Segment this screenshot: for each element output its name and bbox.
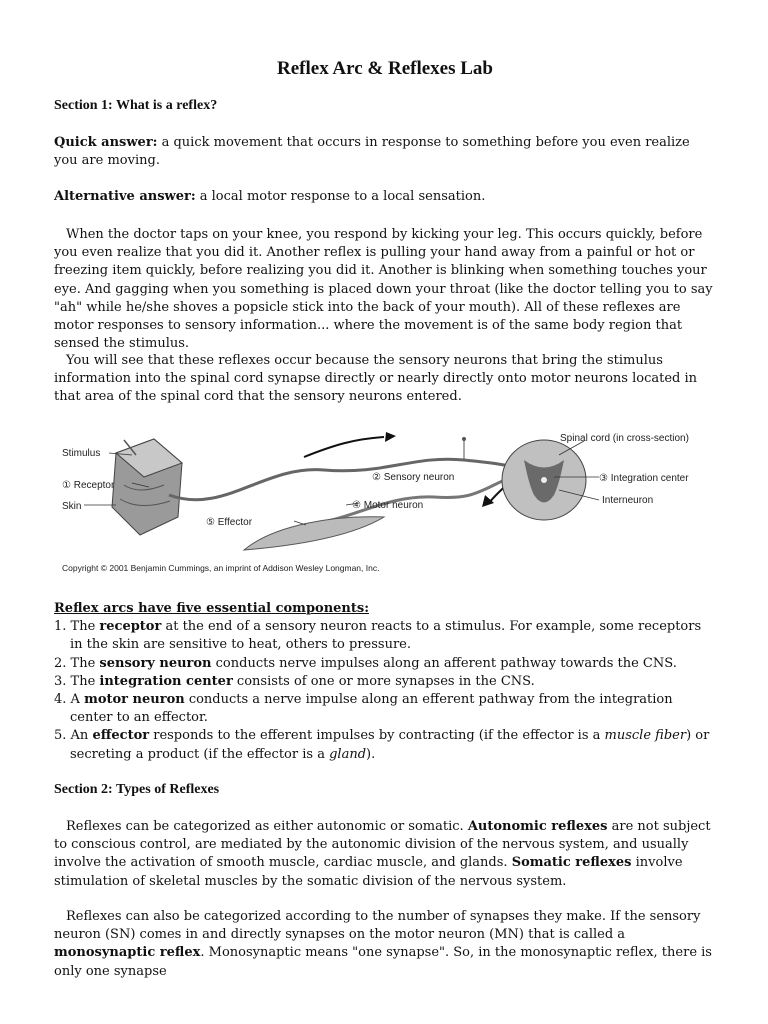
section1-heading: Section 1: What is a reflex? <box>54 98 218 113</box>
list-item: 5. An effector responds to the efferent impulses by contracting (if the effector is a muscle fiber) or secreting a product (if the effector is a gland). <box>54 728 710 762</box>
components-list <box>54 600 716 764</box>
list-item: 2. The sensory neuron conducts nerve impulses along an afferent pathway towards the CNS. <box>54 655 677 671</box>
label-motor-neuron: ④ Motor neuron <box>352 500 424 511</box>
reflex-arc-figure <box>54 425 716 580</box>
label-effector: ⑤ Effector <box>206 517 253 528</box>
alternative-answer <box>54 188 716 206</box>
section1-paragraph-2: You will see that these reflexes occur because the sensory neurons that bring the stimulus information into the spinal cord synapse directly or nearly directly onto motor neurons located in that area of the spinal cord that the sensory neurons entered. <box>54 353 698 405</box>
list-item: 3. The integration center consists of one or more synapses in the CNS. <box>54 673 535 689</box>
page-title: Reflex Arc & Reflexes Lab <box>277 58 493 79</box>
label-stimulus: Stimulus <box>62 448 101 459</box>
copyright-text: Copyright © 2001 Benjamin Cummings, an imprint of Addison Wesley Longman, Inc. <box>62 563 380 573</box>
list-item: 1. The receptor at the end of a sensory neuron reacts to a stimulus. For example, some receptors in the skin are sensitive to heat, others to pressure. <box>54 619 702 653</box>
section2-paragraph-1: Reflexes can be categorized as either autonomic or somatic. Autonomic reflexes are not subject to conscious control, are mediated by the autonomic division of the nervous system, and usually involve the activation of smooth muscle, cardiac muscle, and glands. Somatic reflexes involve stimulation of skeletal muscles by the somatic division of the nervous system. <box>54 819 711 889</box>
section1-paragraph-1: When the doctor taps on your knee, you respond by kicking your leg. This occurs quickly, before you even realize that you did it. Another reflex is pulling your hand away from a painful or hot or freezing item quickly, before realizing you did it. Another is blinking when something touches your eye. And gagging when you something is placed down your throat (like the doctor telling you to say "ah" while he/she shoves a popsicle stick into the back of your mouth). All of these reflexes are motor responses to sensory information... where the movement is of the same body region that sensed the stimulus. <box>54 227 713 352</box>
label-interneuron: Interneuron <box>602 495 654 506</box>
reflex-arc-diagram <box>54 425 716 580</box>
sensory-arrow <box>304 437 384 457</box>
alternative-answer-text: a local motor response to a local sensation. <box>195 189 486 204</box>
section2-paragraph-2: Reflexes can also be categorized according to the number of synapses they make. If the sensory neuron (SN) comes in and directly synapses on the motor neuron (MN) that is called a monosynaptic reflex. Monosynaptic means "one synapse". So, in the monosynaptic reflex, there is only one synapse <box>54 909 712 979</box>
components-heading: Reflex arcs have five essential components: <box>54 601 369 616</box>
label-sensory-neuron: ② Sensory neuron <box>372 472 455 483</box>
label-receptor: ① Receptor <box>62 480 115 491</box>
quick-answer-label: Quick answer: <box>54 135 158 150</box>
label-integration-center: ③ Integration center <box>599 473 689 484</box>
skin-block <box>112 439 182 535</box>
list-item: 4. A motor neuron conducts a nerve impulse along an efferent pathway from the integration center to an effector. <box>54 692 673 726</box>
label-skin: Skin <box>62 501 82 512</box>
label-spinal-cord: Spinal cord (in cross-section) <box>560 433 689 444</box>
quick-answer-text: a quick movement that occurs in response to something before you even realize you are moving. <box>54 135 690 169</box>
muscle-effector <box>244 517 384 550</box>
section2-heading: Section 2: Types of Reflexes <box>54 782 220 797</box>
spinal-cord <box>502 440 586 520</box>
quick-answer <box>54 134 716 170</box>
alternative-answer-label: Alternative answer: <box>54 189 196 204</box>
